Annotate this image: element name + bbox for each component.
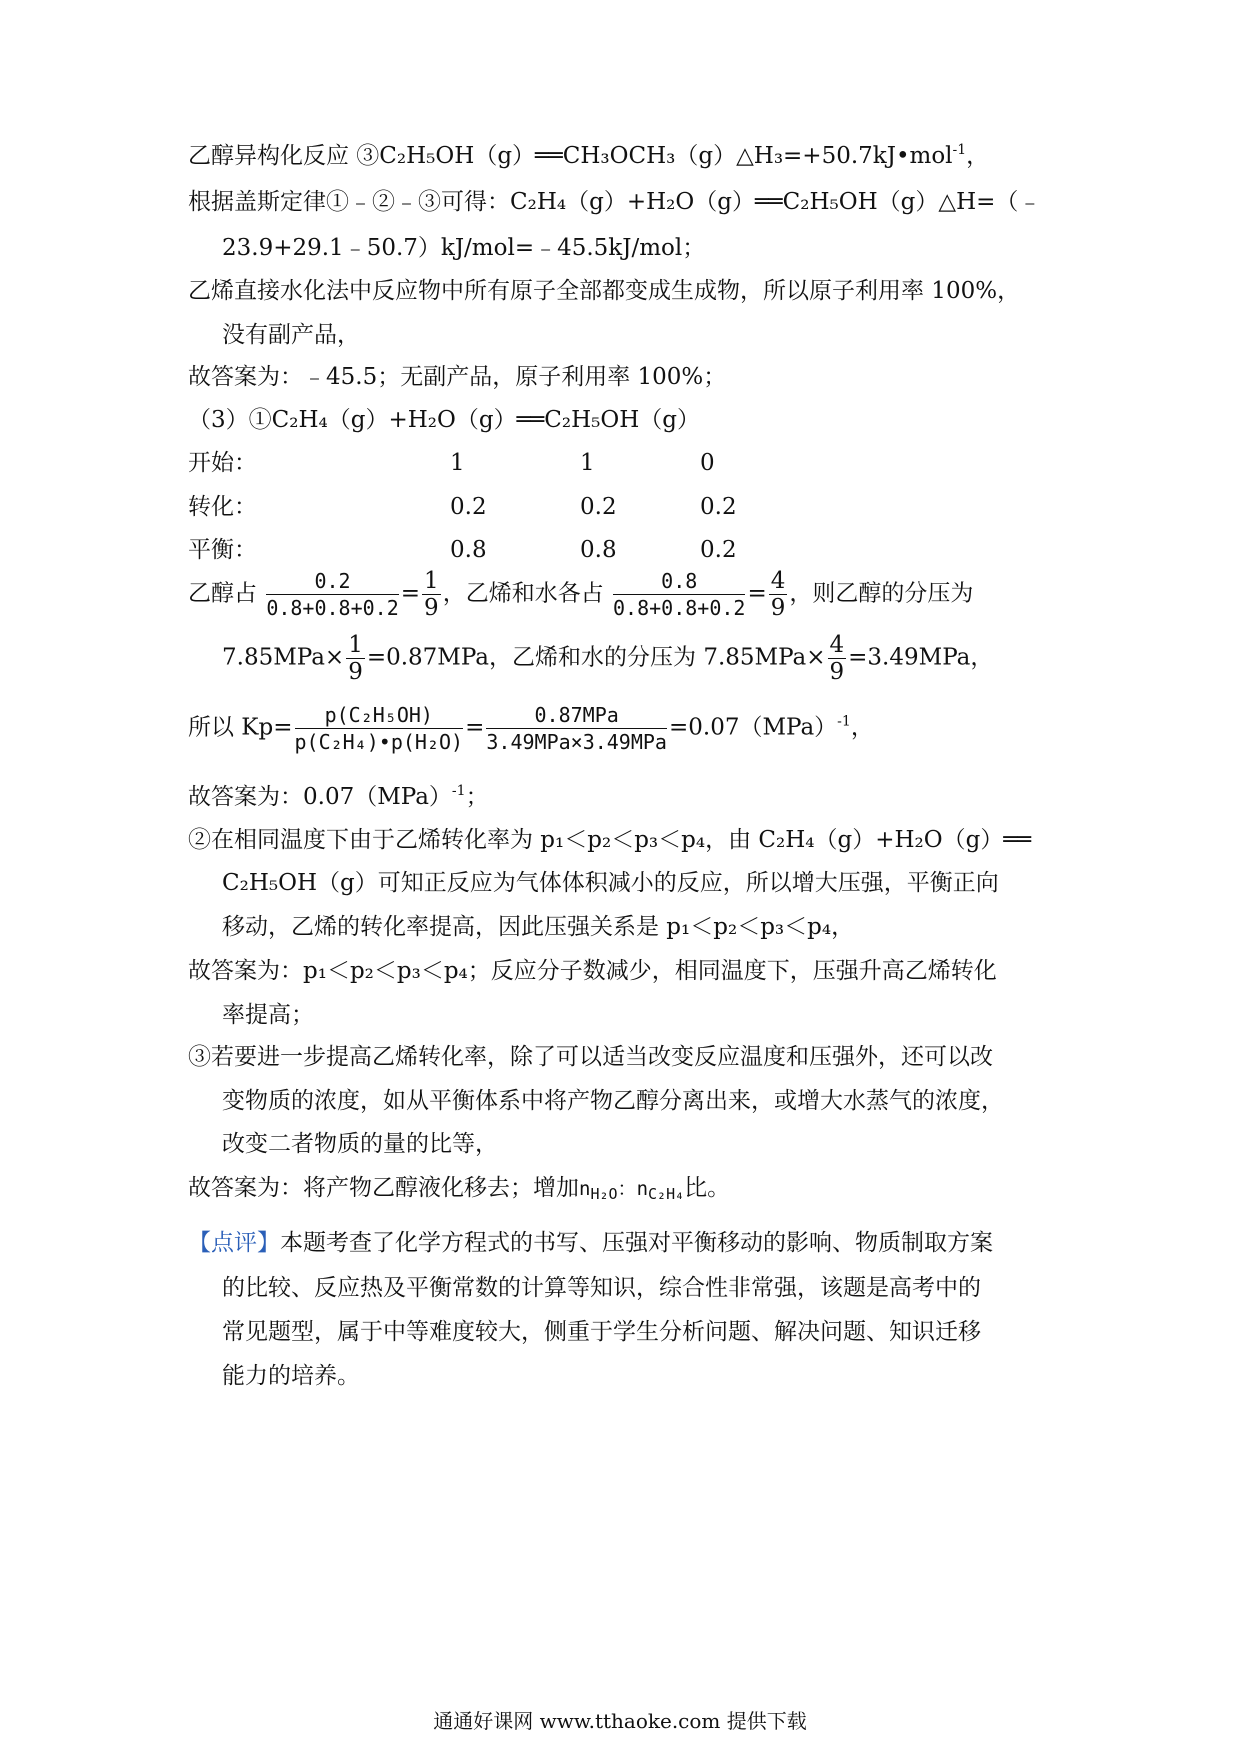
text: ； (465, 784, 489, 810)
text: 所以 Kp= (188, 714, 293, 741)
text: =0.87MPa，乙烯和水的分压为 7.85MPa× (366, 644, 826, 671)
answer-line: 故答案为：p₁＜p₂＜p₃＜p₄；反应分子数减少，相同温度下，压强升高乙烯转化 (188, 958, 997, 984)
denominator: 0.8+0.8+0.2 (266, 596, 399, 620)
text-line: 率提高； (222, 1002, 314, 1028)
text-line: 常见题型，属于中等难度较大，侧重于学生分析问题、解决问题、知识迁移 (222, 1319, 981, 1345)
text-line: 的比较、反应热及平衡常数的计算等知识，综合性非常强，该题是高考中的 (222, 1275, 981, 1301)
text: = (400, 580, 421, 607)
denominator: 3.49MPa×3.49MPa (486, 730, 667, 754)
answer-line (188, 781, 489, 813)
table-row (188, 534, 737, 566)
text: ，乙烯和水各占 (442, 580, 604, 607)
text: ： (617, 1178, 637, 1200)
text: ，则乙醇的分压为 (789, 580, 974, 607)
text-line: 乙烯直接水化法中反应物中所有原子全部都变成生成物，所以原子利用率 100%， (188, 278, 1021, 304)
review-line (188, 1227, 993, 1259)
fraction-line (222, 632, 993, 685)
denominator: 9 (770, 595, 786, 621)
numerator: 4 (770, 568, 786, 594)
numerator: 4 (829, 632, 845, 658)
text-line: 变物质的浓度，如从平衡体系中将产物乙醇分离出来，或增大水蒸气的浓度， (222, 1088, 1004, 1114)
row-label: 开始： (188, 450, 257, 476)
numerator: 0.2 (266, 568, 398, 595)
equation-isomerization: 乙醇异构化反应 ③C₂H₅OH（g）══CH₃OCH₃（g）△H₃=+50.7kJ•mol (188, 143, 953, 169)
table-cell: 0.2 (580, 494, 617, 520)
denominator: p(C₂H₄)•p(H₂O) (294, 730, 464, 754)
fraction (295, 702, 464, 755)
text: 比。 (684, 1175, 731, 1201)
fraction (769, 568, 788, 621)
subscript: C₂H₄ (648, 1185, 685, 1203)
subscript: H₂O (590, 1185, 618, 1203)
review-tag: 【点评】 (188, 1230, 280, 1256)
text: = (465, 714, 485, 741)
table-cell: 1 (450, 450, 465, 476)
table-cell: 0.8 (450, 537, 487, 563)
denominator: 9 (348, 659, 363, 685)
row-label: 平衡： (188, 537, 257, 563)
text: ， (850, 714, 874, 741)
denominator: 0.8+0.8+0.2 (613, 596, 746, 620)
superscript: -1 (952, 142, 967, 158)
text-line: 能力的培养。 (222, 1363, 360, 1389)
text: =0.07（MPa） (668, 714, 838, 741)
table-cell: 0.2 (700, 537, 737, 563)
fraction (266, 568, 398, 621)
fraction (828, 632, 847, 685)
fraction (486, 702, 667, 755)
text: 本题考查了化学方程式的书写、压强对平衡移动的影响、物质制取方案 (280, 1230, 993, 1256)
text: n (636, 1178, 649, 1200)
text-line: 改变二者物质的量的比等， (222, 1131, 498, 1157)
fraction (346, 632, 365, 685)
mole-ratio (579, 1178, 685, 1203)
answer-line (188, 1172, 730, 1205)
fraction (613, 568, 745, 621)
numerator: 1 (424, 568, 439, 594)
text-line: ③若要进一步提高乙烯转化率，除了可以适当改变反应温度和压强外，还可以改 (188, 1044, 993, 1070)
punctuation: ， (966, 143, 990, 169)
text-line: 没有副产品， (222, 322, 360, 348)
text: 7.85MPa× (222, 644, 345, 671)
text-line: ②在相同温度下由于乙烯转化率为 p₁＜p₂＜p₃＜p₄，由 C₂H₄（g）+H₂O（g）══ (188, 827, 1032, 853)
superscript: -1 (837, 713, 851, 730)
text: = (747, 580, 767, 607)
text-line (188, 140, 989, 172)
numerator: 0.8 (613, 568, 745, 595)
text-line: 根据盖斯定律①﹣②﹣③可得：C₂H₄（g）+H₂O（g）══C₂H₅OH（g）△H=（﹣ (188, 189, 1042, 215)
text: 故答案为：0.07（MPa） (188, 784, 452, 810)
page-footer: 通通好课网 www.tthaoke.com 提供下载 (433, 1709, 807, 1733)
numerator: p(C₂H₅OH) (295, 702, 464, 729)
table-cell: 0.2 (700, 494, 737, 520)
fraction-line (188, 568, 973, 621)
text: 故答案为：将产物乙醇液化移去；增加 (188, 1175, 579, 1201)
text-line: 23.9+29.1﹣50.7）kJ/mol=﹣45.5kJ/mol； (222, 235, 706, 261)
text: n (579, 1178, 591, 1200)
table-cell: 1 (580, 450, 595, 476)
numerator: 0.87MPa (486, 702, 667, 729)
superscript: -1 (451, 783, 466, 799)
text-line: 移动，乙烯的转化率提高，因此压强关系是 p₁＜p₂＜p₃＜p₄， (222, 914, 855, 940)
answer-line: 故答案为：﹣45.5；无副产品，原子利用率 100%； (188, 364, 727, 390)
fraction-line (188, 702, 874, 755)
text: =3.49MPa， (848, 644, 994, 671)
row-label: 转化： (188, 494, 257, 520)
denominator: 9 (829, 659, 845, 685)
text-line: （3）①C₂H₄（g）+H₂O（g）══C₂H₅OH（g） (188, 407, 701, 433)
text-line: C₂H₅OH（g）可知正反应为气体体积减小的反应，所以增大压强，平衡正向 (222, 870, 999, 896)
table-cell: 0.2 (450, 494, 487, 520)
table-row (188, 491, 737, 523)
denominator: 9 (424, 595, 439, 621)
table-cell: 0.8 (580, 537, 617, 563)
table-row (188, 447, 715, 479)
numerator: 1 (348, 632, 363, 658)
table-cell: 0 (700, 450, 715, 476)
text: 乙醇占 (188, 580, 257, 607)
fraction (422, 568, 441, 621)
